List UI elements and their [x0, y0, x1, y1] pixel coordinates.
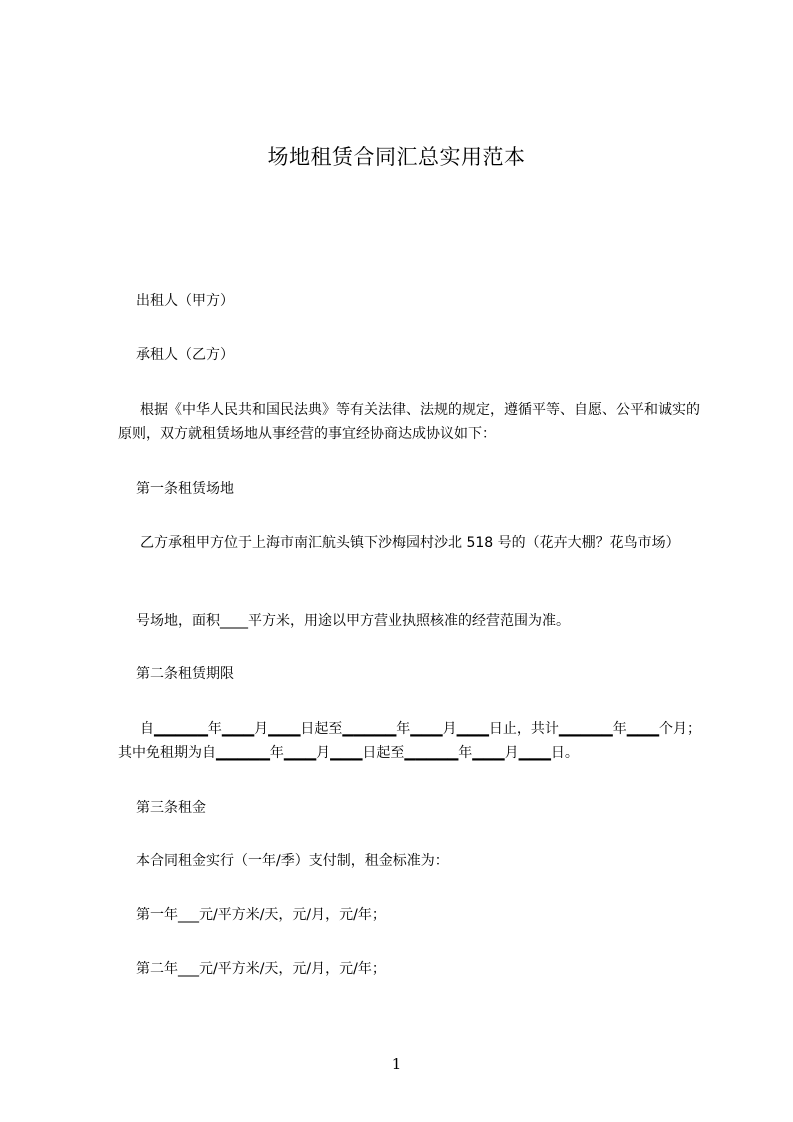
article-2-period-paragraph: 自▁▁▁▁▁年▁▁▁月▁▁▁日起至▁▁▁▁▁年▁▁▁月▁▁▁日止，共计▁▁▁▁▁年▁▁▁个月；其中免租期为自▁▁▁▁▁年▁▁▁月▁▁▁日起至▁▁▁▁▁年▁▁▁月▁▁▁日。 — [118, 721, 701, 761]
preamble-paragraph: 根据《中华人民共和国民法典》等有关法律、法规的规定，遵循平等、自愿、公平和诚实的原则，双方就租赁场地从事经营的事宜经协商达成协议如下： — [118, 402, 700, 442]
article-1-location-paragraph: 乙方承租甲方位于上海市南汇航头镇下沙梅园村沙北 518 号的（花卉大棚？花鸟市场） — [140, 535, 680, 551]
year-2-rent-line: 第二年___元/平方米/天，元/月，元/年； — [136, 961, 386, 977]
page-number: 1 — [391, 1055, 402, 1073]
article-3-payment-paragraph: 本合同租金实行（一年/季）支付制，租金标准为： — [136, 853, 449, 869]
article-2-heading: 第二条租赁期限 — [136, 666, 234, 682]
article-1-area-paragraph: 号场地，面积____平方米，用途以甲方营业执照核准的经营范围为准。 — [136, 613, 570, 629]
article-3-heading: 第三条租金 — [136, 800, 206, 816]
lessee-line: 承租人（乙方） — [136, 347, 234, 363]
year-1-rent-line: 第一年___元/平方米/天，元/月，元/年； — [136, 907, 386, 923]
lessor-line: 出租人（甲方） — [136, 293, 234, 309]
document-title: 场地租赁合同汇总实用范本 — [267, 145, 526, 169]
article-1-heading: 第一条租赁场地 — [136, 481, 234, 497]
